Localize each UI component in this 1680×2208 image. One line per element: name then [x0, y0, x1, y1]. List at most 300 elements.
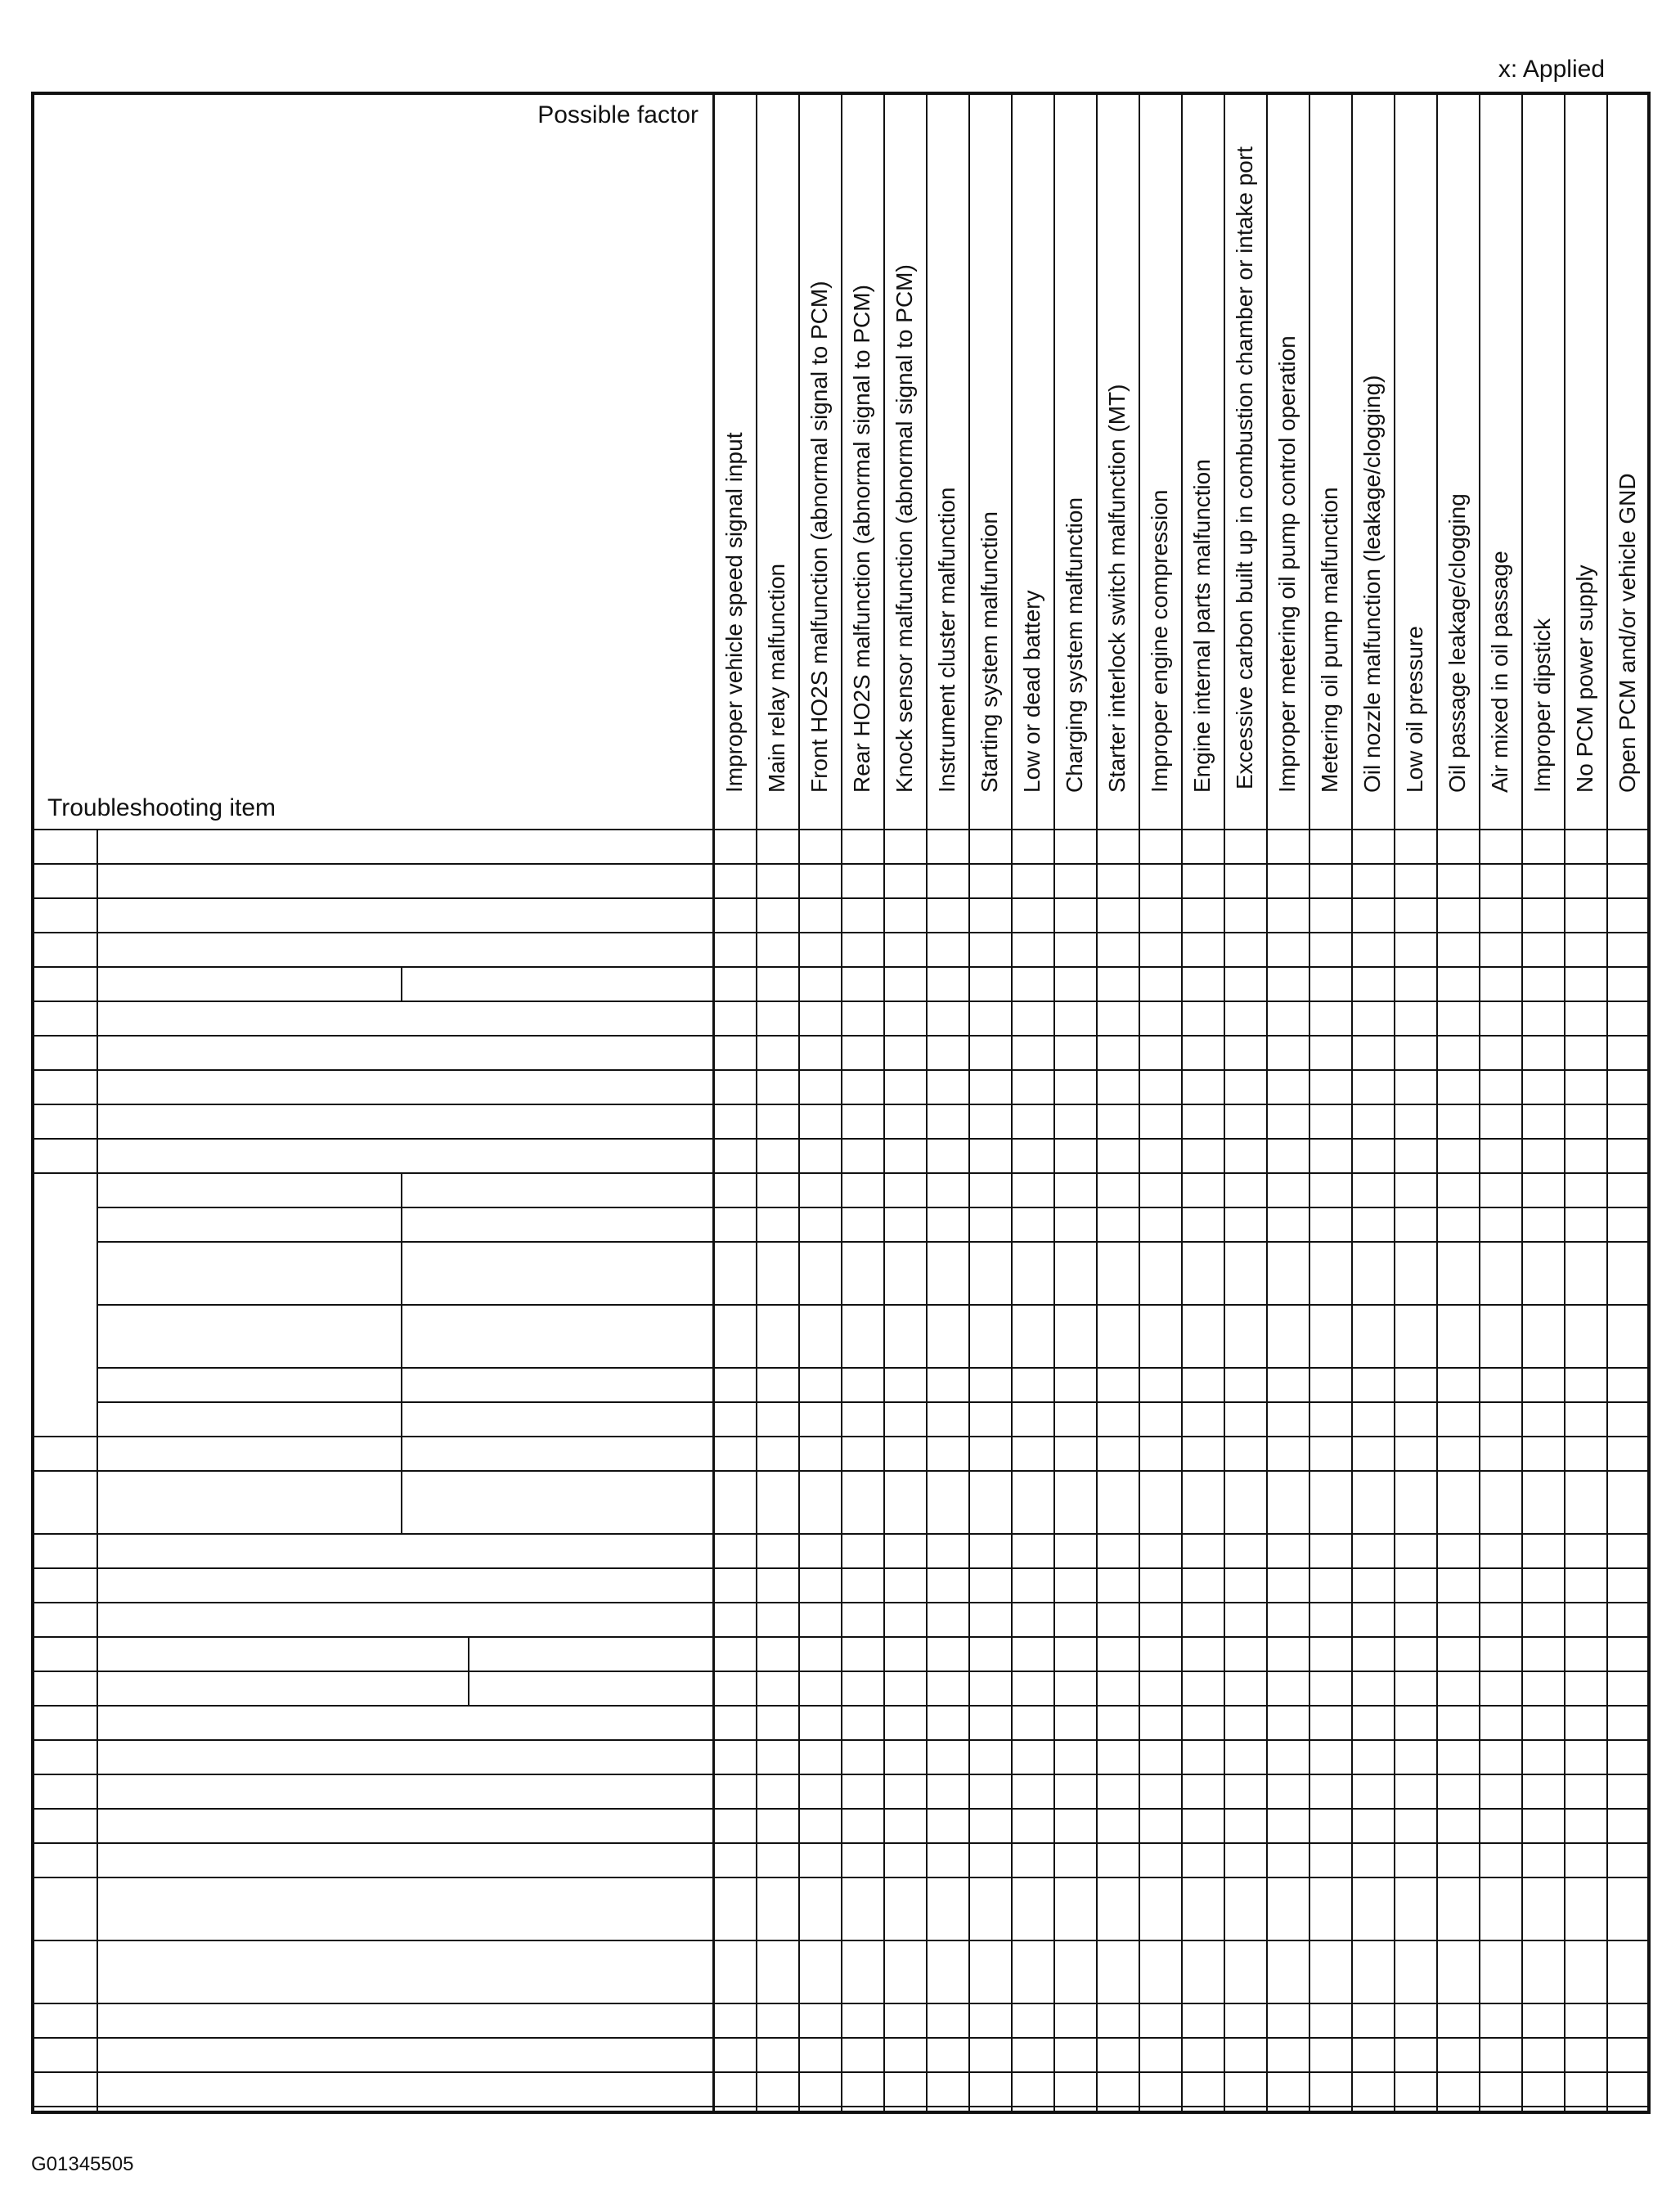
troubleshooting-item [97, 1403, 401, 1436]
applied-mark [1436, 1535, 1479, 1567]
applied-mark [1181, 1535, 1224, 1567]
applied-mark [1139, 2107, 1181, 2114]
applied-mark [1479, 1707, 1521, 1739]
condition [401, 1472, 713, 1533]
condition [401, 1369, 713, 1401]
condition [401, 1243, 713, 1304]
applied-mark [1436, 1437, 1479, 1470]
factor-header [1521, 95, 1564, 817]
applied-mark [1266, 1535, 1309, 1567]
troubleshooting-item [97, 830, 713, 863]
item-number [34, 1741, 97, 1774]
applied-mark [1351, 1002, 1394, 1035]
factor-header [1606, 95, 1649, 817]
applied-mark [1436, 968, 1479, 1001]
applied-mark [1309, 1140, 1351, 1172]
applied-mark [1181, 1140, 1224, 1172]
number-column-line [97, 829, 98, 2114]
applied-mark [1139, 1174, 1181, 1207]
applied-mark [1266, 1306, 1309, 1367]
factor-header [1053, 95, 1096, 817]
factor-header [1309, 95, 1351, 817]
item-number [34, 1535, 97, 1567]
applied-mark [1436, 1369, 1479, 1401]
factor-label: Rear HO2S malfunction (abnormal signal to PCM) [849, 285, 874, 793]
troubleshooting-item [97, 2039, 713, 2071]
applied-mark [1181, 1403, 1224, 1436]
applied-mark [1479, 1535, 1521, 1567]
applied-mark [1351, 968, 1394, 1001]
applied-mark [1139, 1208, 1181, 1241]
troubleshooting-item [97, 1775, 713, 1808]
factor-label: Low oil pressure [1402, 626, 1427, 793]
troubleshooting-item [97, 1037, 713, 1069]
applied-mark [713, 1174, 756, 1207]
applied-mark [756, 1369, 798, 1401]
item-number [34, 1037, 97, 1069]
factor-label: Front HO2S malfunction (abnormal signal to PCM) [806, 281, 832, 793]
item-number [34, 1810, 97, 1842]
factor-header [798, 95, 841, 817]
factor-header [926, 95, 968, 817]
applied-mark [1266, 1208, 1309, 1241]
item-number [34, 1638, 97, 1671]
applied-mark [798, 1535, 841, 1567]
applied-mark [1266, 1707, 1309, 1739]
applied-mark [1139, 1071, 1181, 1104]
applied-mark [1436, 1174, 1479, 1207]
factor-label: Knock sensor malfunction (abnormal signal to PCM) [892, 264, 917, 793]
applied-mark [713, 1369, 756, 1401]
applied-mark [1266, 968, 1309, 1001]
troubleshooting-item [97, 2073, 713, 2106]
applied-mark [1266, 1071, 1309, 1104]
condition [401, 1437, 713, 1470]
applied-mark [1266, 1472, 1309, 1533]
factor-header [1351, 95, 1394, 817]
applied-mark [1479, 1208, 1521, 1241]
applied-mark [1266, 1403, 1309, 1436]
applied-mark [1351, 1707, 1394, 1739]
applied-mark [1309, 1437, 1351, 1470]
item-number [34, 968, 97, 1001]
factor-header [883, 95, 926, 817]
factor-header [1224, 95, 1266, 817]
applied-mark [1309, 1472, 1351, 1533]
applied-mark [841, 1243, 883, 1304]
applied-mark [798, 865, 841, 897]
applied-mark [1394, 1569, 1436, 1602]
applied-mark [1309, 1707, 1351, 1739]
applied-mark [1266, 1174, 1309, 1207]
item-number [34, 2004, 97, 2037]
applied-mark [1266, 1437, 1309, 1470]
troubleshooting-item [97, 1707, 713, 1739]
symptom-chart [31, 92, 1651, 2114]
applied-mark [1181, 1472, 1224, 1533]
applied-mark [713, 1403, 756, 1436]
applied-mark [1351, 1140, 1394, 1172]
applied-mark [756, 1208, 798, 1241]
applied-mark [968, 933, 1011, 966]
applied-mark [1309, 1002, 1351, 1035]
applied-mark [1394, 1208, 1436, 1241]
applied-mark [926, 865, 968, 897]
applied-mark [1181, 899, 1224, 932]
item-number [34, 1105, 97, 1138]
applied-mark [1479, 1140, 1521, 1172]
item-number [34, 1174, 97, 1436]
applied-mark [1351, 2107, 1394, 2114]
factor-label: Oil passage leakage/clogging [1444, 493, 1470, 793]
applied-mark [1309, 2107, 1351, 2114]
applied-mark [756, 1306, 798, 1367]
applied-mark [1394, 1535, 1436, 1567]
item-number [34, 865, 97, 897]
factor-header [713, 95, 756, 817]
factor-header [1479, 95, 1521, 817]
item-number [34, 1140, 97, 1172]
item-number [34, 1071, 97, 1104]
applied-mark [841, 865, 883, 897]
applied-mark [1309, 1403, 1351, 1436]
item-number [34, 1472, 97, 1533]
troubleshooting-item [97, 1741, 713, 1774]
applied-mark [1394, 933, 1436, 966]
applied-mark [1181, 1002, 1224, 1035]
troubleshooting-item [97, 899, 713, 932]
applied-mark [1394, 1174, 1436, 1207]
applied-mark [1224, 1569, 1266, 1602]
factor-header [841, 95, 883, 817]
troubleshooting-item [97, 1941, 713, 2003]
applied-mark [1266, 2107, 1309, 2114]
applied-mark [1436, 1140, 1479, 1172]
applied-mark [1266, 1140, 1309, 1172]
troubleshooting-item [97, 2107, 713, 2114]
applied-mark [841, 1174, 883, 1207]
applied-mark [1436, 1403, 1479, 1436]
applied-mark [1011, 899, 1053, 932]
applied-mark [1351, 1071, 1394, 1104]
applied-mark [1394, 1707, 1436, 1739]
troubleshooting-item [97, 1208, 401, 1241]
applied-mark [841, 1403, 883, 1436]
applied-mark [1139, 1002, 1181, 1035]
factor-label: Instrument cluster malfunction [934, 487, 959, 793]
item-number [34, 2073, 97, 2106]
troubleshooting-item [97, 1569, 713, 1602]
applied-mark [713, 1243, 756, 1304]
factor-label: No PCM power supply [1572, 564, 1597, 793]
factor-header [968, 95, 1011, 817]
troubleshooting-item [97, 865, 713, 897]
troubleshooting-item [97, 1603, 713, 1636]
applied-mark [1266, 1569, 1309, 1602]
applied-mark [1394, 899, 1436, 932]
troubleshooting-item [97, 1369, 401, 1401]
applied-mark [1266, 1369, 1309, 1401]
applied-mark [1394, 1071, 1436, 1104]
condition [401, 1403, 713, 1436]
item-number [34, 1878, 97, 1940]
applied-mark [1309, 899, 1351, 932]
troubleshooting-item-label: Troubleshooting item [47, 794, 276, 821]
applied-mark [713, 1306, 756, 1367]
applied-mark [1436, 933, 1479, 966]
applied-mark [883, 865, 926, 897]
factor-column-line [1649, 95, 1651, 2114]
applied-mark [1436, 1569, 1479, 1602]
applied-mark [1436, 1306, 1479, 1367]
applied-mark [883, 1535, 926, 1567]
applied-mark [1309, 1535, 1351, 1567]
troubleshooting-item [97, 1437, 401, 1470]
applied-mark [756, 1174, 798, 1207]
applied-mark [1309, 1369, 1351, 1401]
troubleshooting-item [97, 2004, 713, 2037]
applied-mark [798, 1243, 841, 1304]
applied-mark [1436, 1243, 1479, 1304]
applied-mark [1181, 1603, 1224, 1636]
applied-mark [1351, 1472, 1394, 1533]
applied-mark [1139, 1369, 1181, 1401]
applied-mark [1564, 1002, 1606, 1035]
troubleshooting-item [97, 1243, 401, 1304]
condition [401, 1208, 713, 1241]
factor-label: Excessive carbon built up in combustion chamber or intake port [1232, 146, 1257, 789]
factor-label: Metering oil pump malfunction [1317, 487, 1342, 793]
applied-mark [1309, 1603, 1351, 1636]
applied-mark [1394, 1369, 1436, 1401]
applied-mark [713, 1208, 756, 1241]
applied-mark [1266, 1243, 1309, 1304]
troubleshooting-item [97, 1002, 713, 1035]
factor-header [1181, 95, 1224, 817]
troubleshooting-item [97, 1140, 713, 1172]
applied-mark [1053, 899, 1096, 932]
applied-mark [841, 1208, 883, 1241]
applied-mark [1436, 1208, 1479, 1241]
factor-header [1394, 95, 1436, 817]
factor-header [756, 95, 798, 817]
troubleshooting-item [97, 1535, 713, 1567]
applied-mark [756, 1243, 798, 1304]
item-number [34, 830, 97, 863]
applied-mark [883, 1472, 926, 1533]
applied-mark [1394, 1403, 1436, 1436]
item-number [34, 1569, 97, 1602]
applied-mark [1351, 1174, 1394, 1207]
applied-mark [1351, 1437, 1394, 1470]
applied-mark [1181, 1306, 1224, 1367]
factor-label: Engine internal parts malfunction [1189, 459, 1215, 793]
applied-mark [1309, 1071, 1351, 1104]
applied-mark [841, 1369, 883, 1401]
troubleshooting-item [97, 1844, 713, 1877]
applied-mark [1351, 1535, 1394, 1567]
applied-mark [1479, 1243, 1521, 1304]
item-number [34, 1002, 97, 1035]
item-number [34, 899, 97, 932]
applied-mark [1394, 1243, 1436, 1304]
troubleshooting-item [97, 968, 401, 1001]
applied-mark [1309, 1243, 1351, 1304]
applied-mark [841, 1306, 883, 1367]
applied-mark [1139, 1403, 1181, 1436]
condition [401, 1174, 713, 1207]
applied-mark [1394, 1472, 1436, 1533]
applied-mark [1139, 1306, 1181, 1367]
figure-code: G01345505 [31, 2153, 134, 2175]
factor-label: Improper engine compression [1147, 489, 1172, 793]
condition [401, 968, 713, 1001]
applied-mark [1479, 899, 1521, 932]
applied-mark [1479, 933, 1521, 966]
factor-label: Open PCM and/or vehicle GND [1615, 473, 1640, 793]
applied-mark [1181, 1437, 1224, 1470]
applied-mark [1181, 1243, 1224, 1304]
troubleshooting-item [97, 1105, 713, 1138]
troubleshooting-item [97, 1306, 401, 1367]
applied-mark [1479, 1437, 1521, 1470]
applied-mark [1564, 968, 1606, 1001]
applied-mark [1394, 1140, 1436, 1172]
applied-mark [1436, 899, 1479, 932]
factor-label: Air mixed in oil passage [1487, 551, 1512, 793]
applied-mark [1181, 968, 1224, 1001]
factor-label: Improper dipstick [1530, 618, 1555, 793]
applied-mark [1479, 2107, 1521, 2114]
applied-mark [1436, 1071, 1479, 1104]
applied-mark [1606, 1002, 1649, 1035]
applied-mark [1479, 1002, 1521, 1035]
applied-mark [1394, 1306, 1436, 1367]
applied-mark [1479, 1306, 1521, 1367]
applied-mark [1309, 933, 1351, 966]
applied-mark [1351, 899, 1394, 932]
applied-mark [1139, 1472, 1181, 1533]
applied-mark [1139, 1437, 1181, 1470]
factor-label: Oil nozzle malfunction (leakage/clogging) [1359, 375, 1385, 793]
applied-mark [1436, 2107, 1479, 2114]
applied-mark [1309, 1174, 1351, 1207]
applied-mark [1181, 1707, 1224, 1739]
applied-mark [1181, 1369, 1224, 1401]
factor-label: Improper vehicle speed signal input [721, 432, 747, 793]
applied-mark [1139, 899, 1181, 932]
applied-mark [756, 1403, 798, 1436]
item-number [34, 933, 97, 966]
factor-header [1096, 95, 1139, 817]
applied-mark [1266, 899, 1309, 932]
applied-mark [798, 1306, 841, 1367]
item-number [34, 1941, 97, 2003]
applied-mark [798, 1403, 841, 1436]
item-number [34, 1707, 97, 1739]
applied-mark [1436, 1002, 1479, 1035]
applied-mark [798, 1208, 841, 1241]
factor-label: Low or dead battery [1019, 590, 1044, 793]
item-number [34, 1603, 97, 1636]
factor-header [1011, 95, 1053, 817]
applied-mark [1181, 1208, 1224, 1241]
factor-header [1564, 95, 1606, 817]
factor-header [1139, 95, 1181, 817]
troubleshooting-item [97, 1638, 468, 1671]
applied-mark [1479, 1369, 1521, 1401]
applied-mark [1309, 968, 1351, 1001]
applied-mark [841, 1535, 883, 1567]
applied-mark [1436, 1707, 1479, 1739]
factor-label: Main relay malfunction [764, 563, 789, 793]
applied-mark [1139, 1535, 1181, 1567]
applied-mark [1181, 933, 1224, 966]
applied-mark [1436, 1472, 1479, 1533]
applied-mark [1266, 933, 1309, 966]
factor-label: Starter interlock switch malfunction (MT) [1104, 384, 1130, 793]
applied-mark [1479, 968, 1521, 1001]
condition [468, 1672, 713, 1705]
condition [401, 1306, 713, 1367]
item-number [34, 1672, 97, 1705]
troubleshooting-item [97, 1174, 401, 1207]
applied-mark [1309, 1569, 1351, 1602]
applied-mark [1181, 1569, 1224, 1602]
applied-mark [968, 899, 1011, 932]
applied-mark [1181, 2107, 1224, 2114]
applied-mark [1224, 1071, 1266, 1104]
applied-mark [1139, 1707, 1181, 1739]
applied-mark [1479, 1071, 1521, 1104]
factor-label: Starting system malfunction [977, 511, 1002, 793]
troubleshooting-item [97, 1071, 713, 1104]
applied-mark [1351, 1569, 1394, 1602]
applied-mark [1479, 1472, 1521, 1533]
applied-mark [1139, 1140, 1181, 1172]
applied-mark [798, 1437, 841, 1470]
applied-mark [1181, 1071, 1224, 1104]
factor-label: Charging system malfunction [1062, 497, 1087, 793]
applied-mark [1266, 1603, 1309, 1636]
applied-mark [1181, 1174, 1224, 1207]
applied-mark [1224, 1472, 1266, 1533]
troubleshooting-item [97, 1472, 401, 1533]
applied-mark [1394, 968, 1436, 1001]
item-number [34, 2107, 97, 2114]
applied-mark [1521, 1603, 1564, 1636]
applied-mark [798, 2107, 841, 2114]
item-number [34, 1437, 97, 1470]
applied-mark [798, 1174, 841, 1207]
applied-mark [1266, 1002, 1309, 1035]
applied-mark [1479, 1569, 1521, 1602]
possible-factor-label: Possible factor [537, 101, 699, 128]
applied-mark [1139, 968, 1181, 1001]
applied-mark [1139, 1243, 1181, 1304]
item-number [34, 1775, 97, 1808]
troubleshooting-item [97, 1878, 713, 1940]
applied-mark [1351, 933, 1394, 966]
factor-label: Improper metering oil pump control operation [1274, 335, 1300, 793]
troubleshooting-item [97, 933, 713, 966]
troubleshooting-item [97, 1672, 468, 1705]
applied-mark [841, 1437, 883, 1470]
legend: x: Applied [1498, 56, 1605, 83]
condition [468, 1638, 713, 1671]
factor-header [1436, 95, 1479, 817]
applied-mark [1139, 1569, 1181, 1602]
